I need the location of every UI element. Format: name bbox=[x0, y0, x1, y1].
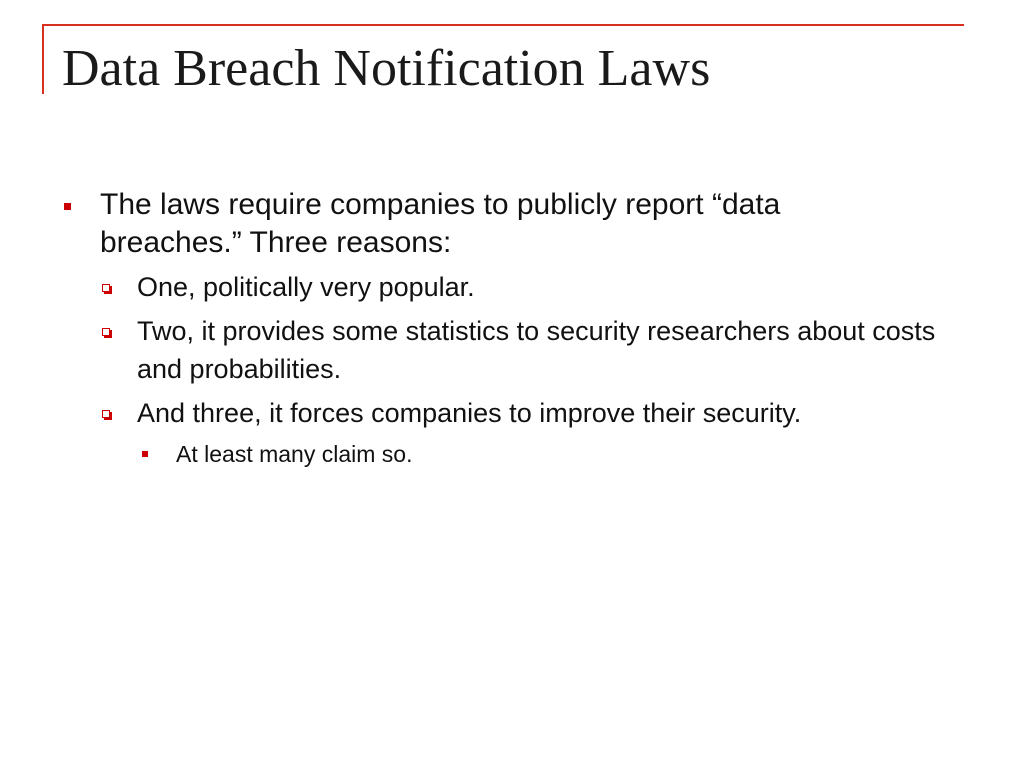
slide-title: Data Breach Notification Laws bbox=[62, 40, 711, 97]
box-bullet-icon bbox=[102, 328, 110, 336]
sub-bullet-item bbox=[137, 312, 937, 388]
bullet-text: The laws require companies to publicly report “data breaches.” Three reasons: bbox=[100, 188, 781, 259]
square-bullet-icon bbox=[64, 203, 71, 210]
bullet-item bbox=[100, 186, 920, 262]
slide-body bbox=[0, 186, 1024, 476]
sub-bullet-item bbox=[137, 268, 937, 306]
title-rule-horizontal bbox=[42, 24, 964, 26]
sub-bullet-item bbox=[137, 394, 937, 432]
sub-sub-bullet-text: At least many claim so. bbox=[176, 441, 413, 467]
box-bullet-icon bbox=[102, 284, 110, 292]
title-rule-vertical bbox=[42, 24, 44, 94]
box-bullet-icon bbox=[102, 410, 110, 418]
sub-bullet-text: One, politically very popular. bbox=[137, 272, 475, 302]
square-bullet-icon bbox=[142, 451, 148, 457]
sub-bullet-text: And three, it forces companies to improve their security. bbox=[137, 398, 802, 428]
sub-sub-bullet-item bbox=[176, 438, 936, 470]
sub-bullet-text: Two, it provides some statistics to security researchers about costs and probabilities. bbox=[137, 316, 936, 384]
